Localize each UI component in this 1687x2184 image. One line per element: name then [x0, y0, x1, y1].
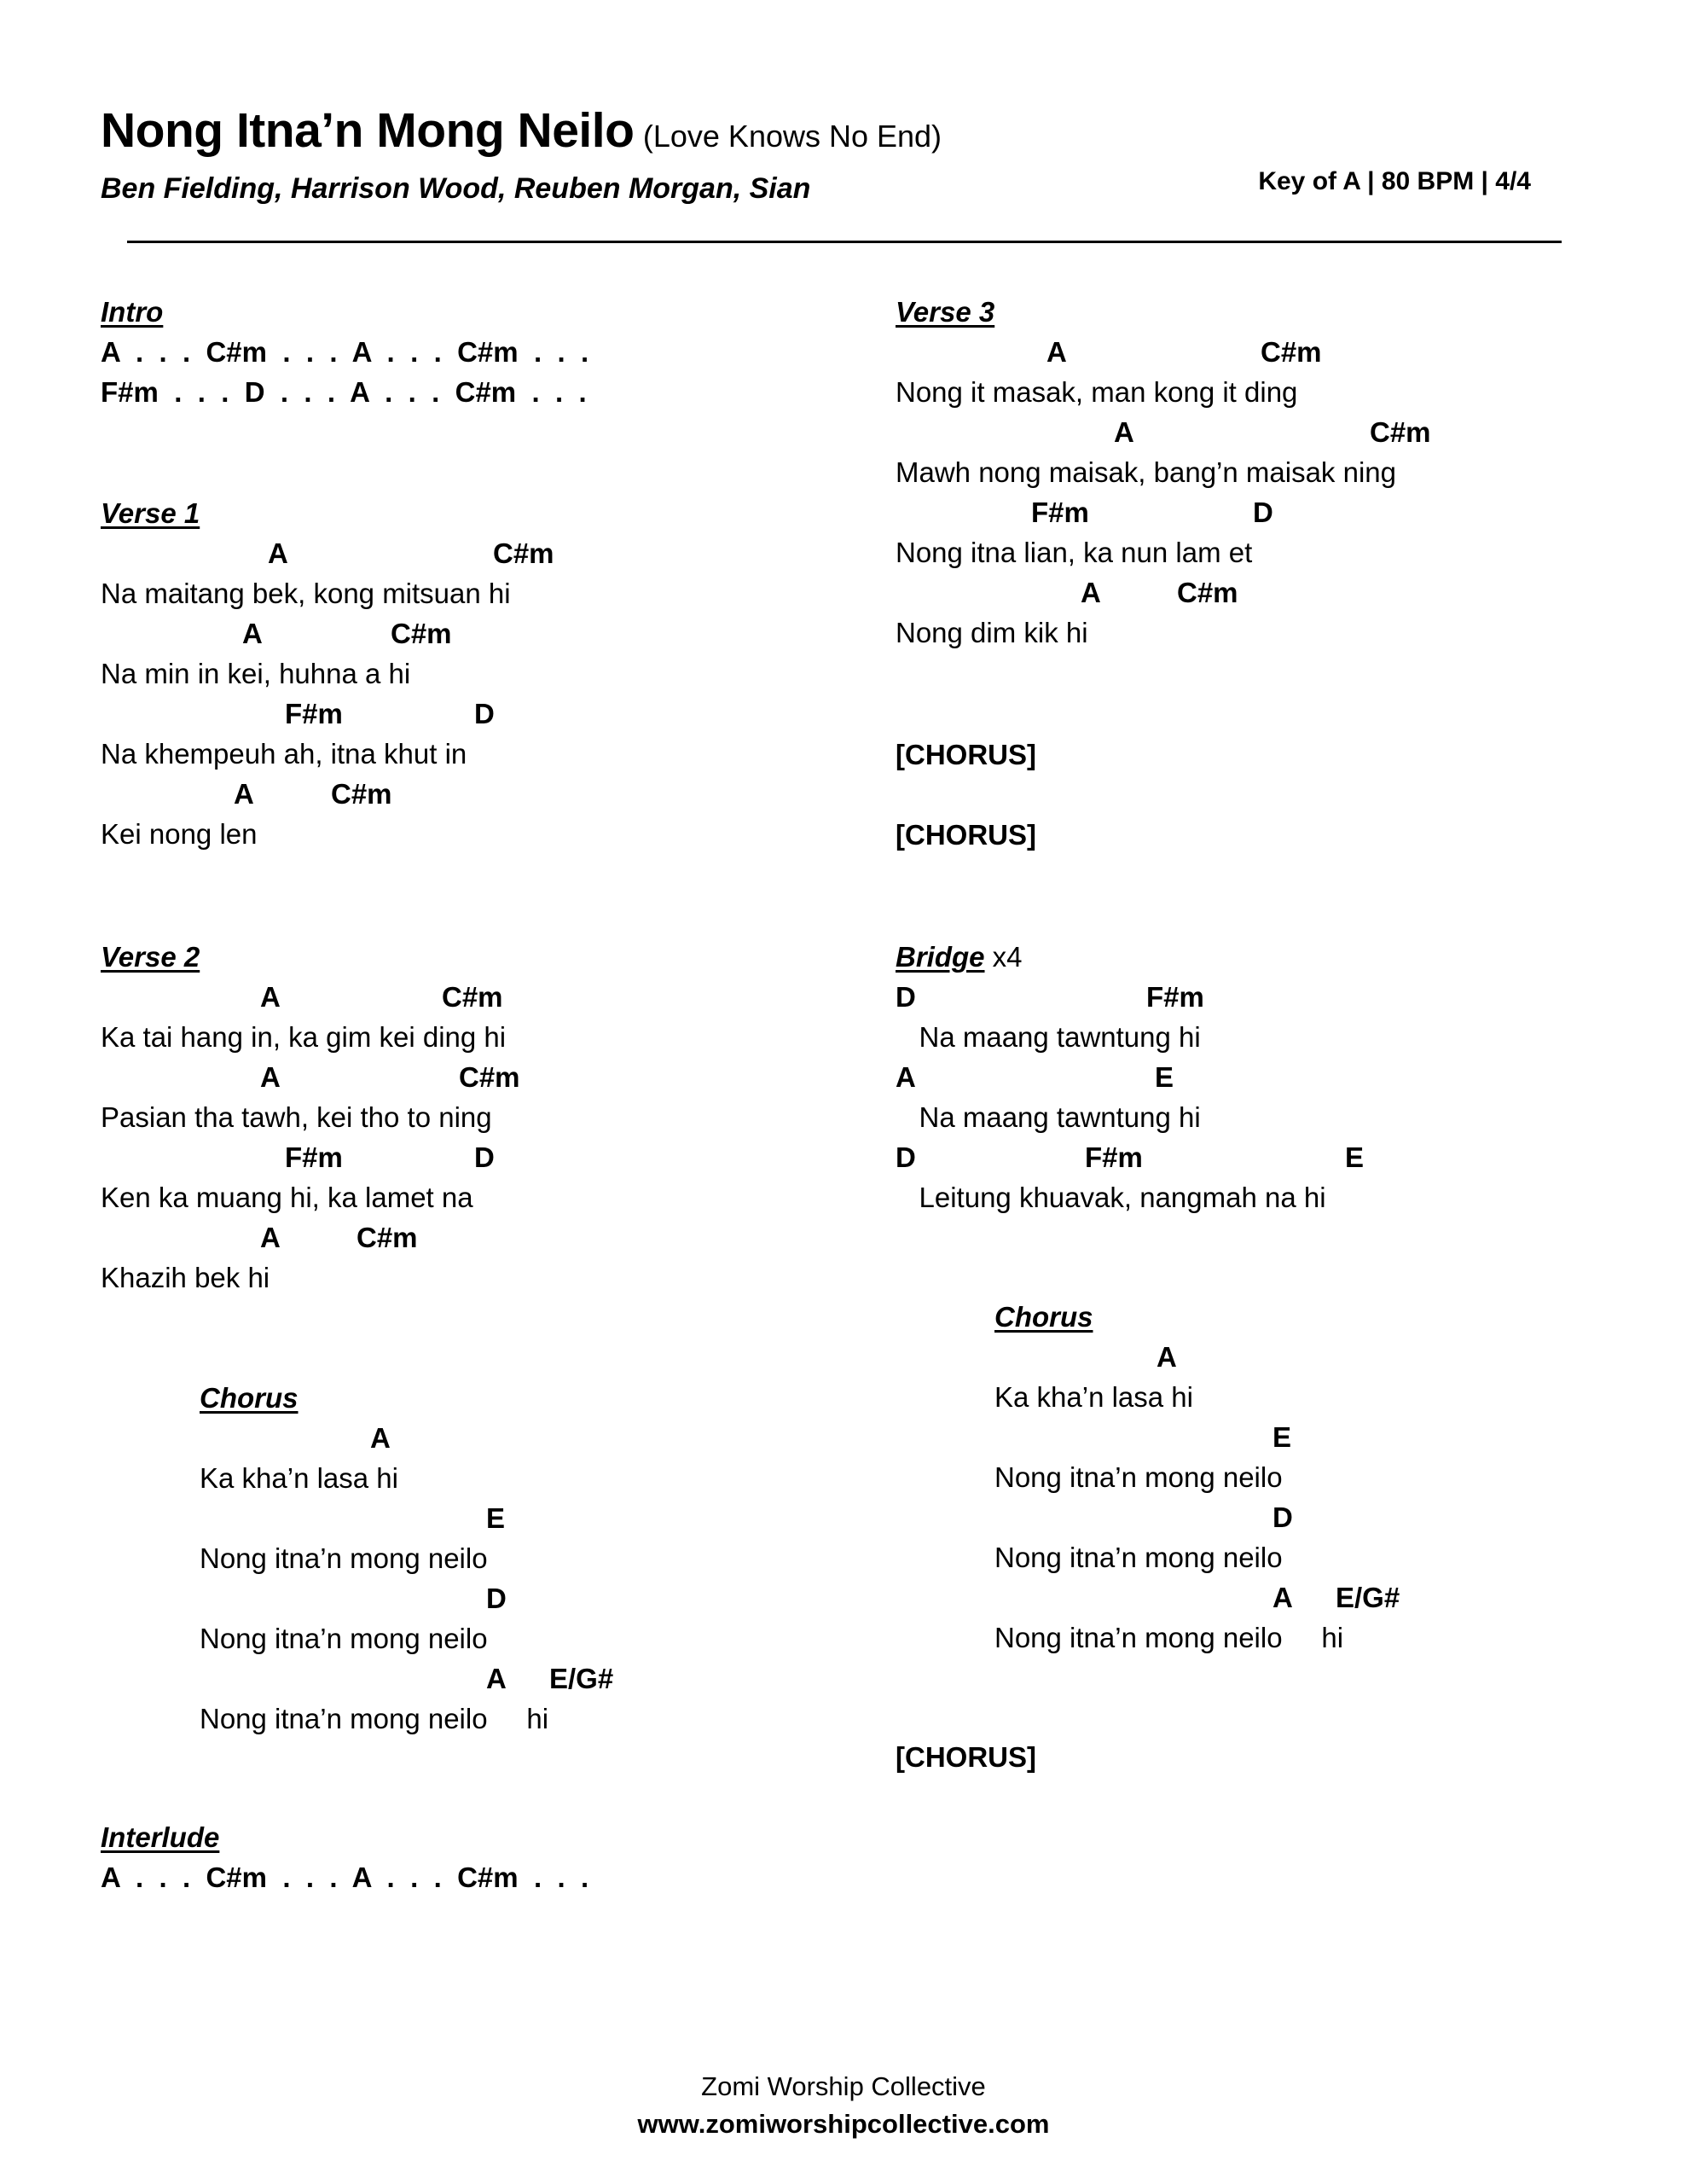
chord-line — [896, 332, 1396, 372]
section-heading: Verse 1 — [101, 497, 200, 529]
chorus-repeat-marker: [CHORUS] — [896, 819, 1036, 851]
chord: C#m — [1177, 577, 1238, 608]
chorus-reference — [896, 1737, 1036, 1777]
chord-line: A . . . C#m . . . A . . . C#m . . . — [101, 1862, 589, 1893]
chord-line — [994, 1497, 1343, 1537]
repeat-count: x4 — [984, 941, 1023, 973]
chord: D — [474, 1141, 495, 1173]
chord-line — [896, 492, 1396, 532]
chord: F#m — [285, 1141, 343, 1173]
section-verse-1 — [101, 493, 554, 854]
chord: A — [1081, 577, 1101, 608]
chord: C#m — [459, 1061, 520, 1093]
lyric-line: Na maang tawntung hi — [896, 1021, 1201, 1053]
chorus-reference — [896, 735, 1036, 775]
lyric-line: Na min in kei, huhna a hi — [101, 658, 411, 689]
chord: E/G# — [1336, 1582, 1400, 1613]
chord-line — [896, 1137, 1365, 1177]
lyric-line: Mawh nong maisak, bang’n maisak ning — [896, 456, 1396, 488]
chorus-repeat-marker: [CHORUS] — [896, 1741, 1036, 1773]
chord: A — [486, 1663, 507, 1694]
chord: A — [1114, 416, 1134, 448]
song-title — [101, 102, 942, 159]
lyric-line: Nong itna’n mong neilo — [200, 1623, 488, 1654]
chord: C#m — [1370, 416, 1431, 448]
section-heading: Chorus — [994, 1301, 1093, 1333]
chord: A — [260, 1061, 281, 1093]
chord-line — [101, 1137, 506, 1177]
chord: C#m — [442, 981, 503, 1013]
chord-line — [101, 1217, 506, 1258]
chord: E/G# — [549, 1663, 614, 1694]
lyric-line: Nong itna’n mong neilo hi — [200, 1703, 549, 1734]
chord-line — [896, 572, 1396, 613]
chord: D — [1253, 497, 1273, 528]
chord: D — [474, 698, 495, 729]
song-title-english: (Love Knows No End) — [642, 119, 942, 154]
lyric-line: Nong itna lian, ka nun lam et — [896, 537, 1253, 568]
section-chorus-right — [994, 1297, 1400, 1658]
lyric-line: Na khempeuh ah, itna khut in — [101, 738, 467, 770]
section-heading: Verse 2 — [101, 941, 200, 973]
chord: C#m — [1261, 336, 1322, 368]
footer-website-link[interactable]: www.zomiworshipcollective.com — [637, 2109, 1050, 2139]
chord: D — [896, 1141, 916, 1173]
chord-line — [896, 1057, 1326, 1097]
chord-line — [994, 1337, 1343, 1377]
chord: A — [896, 1061, 916, 1093]
chord: E — [1272, 1421, 1292, 1453]
chord: C#m — [357, 1222, 418, 1253]
footer-organization: Zomi Worship Collective — [701, 2071, 986, 2101]
section-heading: Interlude — [101, 1821, 220, 1853]
header-divider — [127, 241, 1562, 243]
chord: F#m — [1085, 1141, 1143, 1173]
chord-line — [101, 774, 511, 814]
chord-line — [101, 613, 511, 653]
section-bridge — [896, 937, 1365, 1217]
section-interlude — [101, 1817, 588, 1897]
chord: F#m — [1031, 497, 1089, 528]
lyric-line: Ka kha’n lasa hi — [200, 1462, 398, 1494]
chord-line — [101, 977, 506, 1017]
chord: E — [486, 1502, 506, 1534]
lyric-line: Na maang tawntung hi — [896, 1101, 1201, 1133]
lyric-line: Pasian tha tawh, kei tho to ning — [101, 1101, 492, 1133]
chord: A — [1046, 336, 1067, 368]
chord: C#m — [391, 618, 452, 649]
song-title-main: Nong Itna’n Mong Neilo — [101, 103, 635, 158]
key-tempo-meter: Key of A | 80 BPM | 4/4 — [1258, 167, 1531, 195]
chord: C#m — [493, 537, 554, 569]
chord: A — [1272, 1582, 1293, 1613]
chord-line — [896, 977, 1326, 1017]
chord: D — [486, 1583, 507, 1614]
lyric-line: Nong itna’n mong neilo — [994, 1542, 1283, 1573]
chord: A — [234, 778, 254, 810]
lyric-line: Nong itna’n mong neilo — [994, 1461, 1283, 1493]
section-verse-2 — [101, 937, 520, 1298]
lyric-line: Khazih bek hi — [101, 1262, 270, 1293]
chord-line: F#m . . . D . . . A . . . C#m . . . — [101, 376, 587, 408]
chord: D — [896, 981, 916, 1013]
chord: E — [1345, 1141, 1365, 1173]
chord-line — [896, 412, 1431, 452]
section-heading: Intro — [101, 296, 164, 328]
section-intro — [101, 292, 588, 412]
chord: F#m — [285, 698, 343, 729]
section-verse-3 — [896, 292, 1431, 653]
lyric-line: Nong itna’n mong neilo — [200, 1542, 488, 1574]
lyric-line: Kei nong len — [101, 818, 258, 850]
chorus-repeat-marker: [CHORUS] — [896, 739, 1036, 770]
lyric-line: Na maitang bek, kong mitsuan hi — [101, 578, 511, 609]
lyric-line: Nong dim kik hi — [896, 617, 1088, 648]
chord: F#m — [1146, 981, 1204, 1013]
chord: D — [1272, 1502, 1293, 1533]
section-chorus-left — [200, 1378, 614, 1739]
chord: A — [242, 618, 263, 649]
chord: A — [260, 1222, 281, 1253]
chord: C#m — [331, 778, 392, 810]
chord-line — [200, 1498, 548, 1538]
lyric-line: Nong it masak, man kong it ding — [896, 376, 1298, 408]
lyric-line: Ka tai hang in, ka gim kei ding hi — [101, 1021, 507, 1053]
lyric-line: Leitung khuavak, nangmah na hi — [896, 1182, 1326, 1213]
lyric-line: Ken ka muang hi, ka lamet na — [101, 1182, 473, 1213]
chord-line — [994, 1577, 1400, 1618]
chord-line — [200, 1658, 614, 1699]
section-heading: Chorus — [200, 1382, 299, 1414]
chord: A — [268, 537, 288, 569]
lyric-line: Ka kha’n lasa hi — [994, 1381, 1193, 1413]
chord: A — [370, 1422, 391, 1454]
chord-line — [200, 1578, 548, 1618]
chord-line — [200, 1418, 548, 1458]
chorus-reference — [896, 815, 1036, 855]
section-heading: Verse 3 — [896, 296, 995, 328]
chord-line — [101, 533, 554, 573]
chord: A — [1157, 1341, 1177, 1373]
chord: A — [260, 981, 281, 1013]
chord-line: A . . . C#m . . . A . . . C#m . . . — [101, 336, 589, 368]
lyric-line: Nong itna’n mong neilo hi — [994, 1622, 1344, 1653]
chord-line — [994, 1417, 1343, 1457]
song-authors: Ben Fielding, Harrison Wood, Reuben Morgan, Sian — [101, 172, 811, 205]
chord-line — [101, 694, 511, 734]
section-heading: Bridge — [896, 941, 985, 973]
chord: E — [1155, 1061, 1174, 1093]
chord-line — [101, 1057, 520, 1097]
